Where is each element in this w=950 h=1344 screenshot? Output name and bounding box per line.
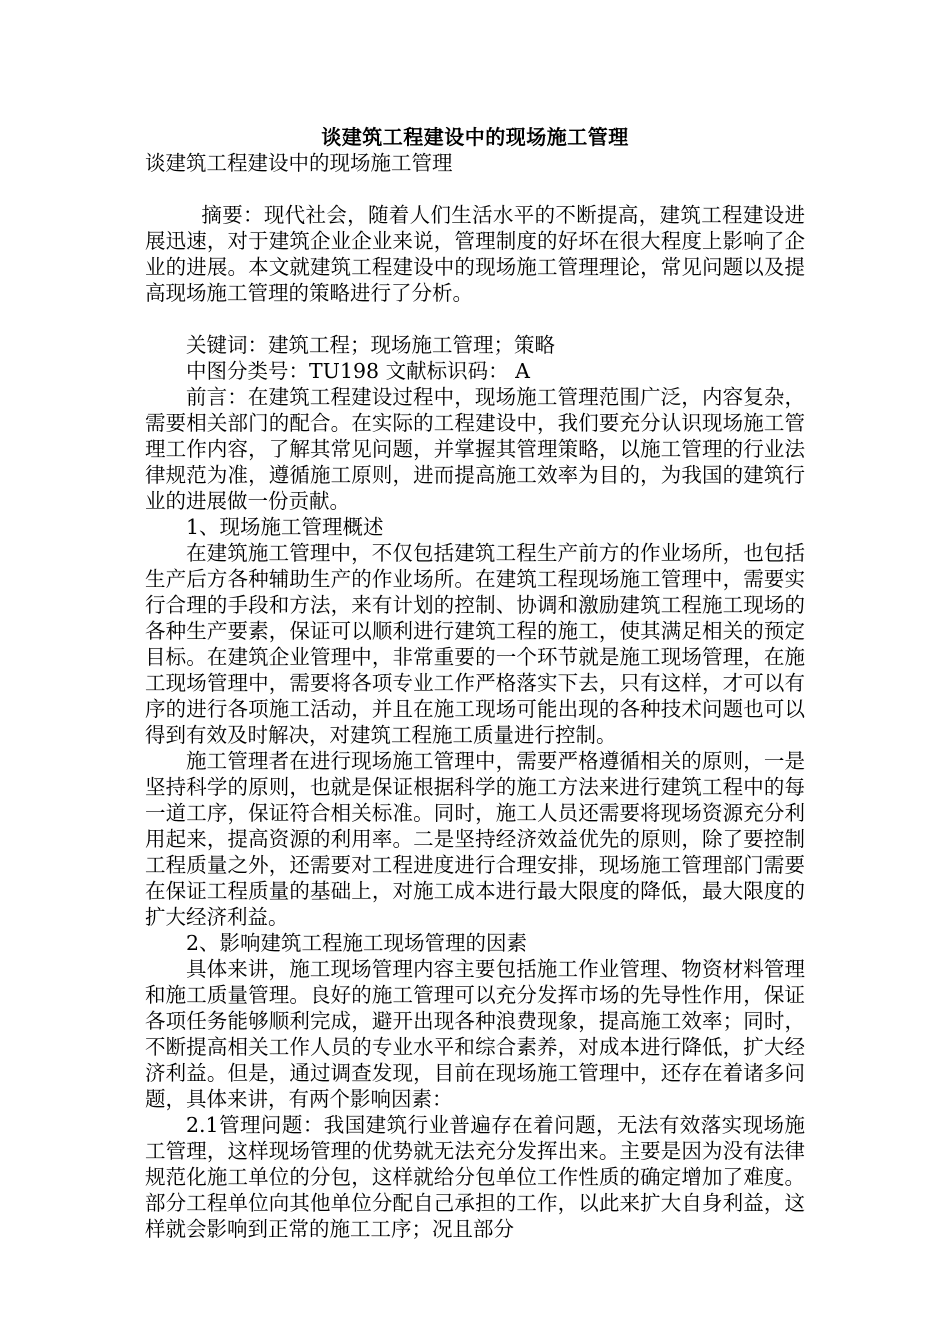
- document-body: [145, 150, 805, 1242]
- section1-paragraph-1: 在建筑施工管理中，不仅包括建筑工程生产前方的作业场所，也包括生产后方各种辅助生产的作业场所。在建筑工程现场施工管理中，需要实行合理的手段和方法，来有计划的控制、协调和激励建筑工程施工现场的各种生产要素，保证可以顺利进行建筑工程的施工，使其满足相关的预定目标。在建筑企业管理中，非常重要的一个环节就是施工现场管理，在施工现场管理中，需要将各项专业工作严格落实下去，只有这样，才可以有序的进行各项施工活动，并且在施工现场可能出现的各种技术问题也可以得到有效及时解决，对建筑工程施工质量进行控制。: [145, 541, 805, 747]
- section1-paragraph-2: 施工管理者在进行现场施工管理中，需要严格遵循相关的原则，一是坚持科学的原则，也就是保证根据科学的施工方法来进行建筑工程中的每一道工序，保证符合相关标准。同时，施工人员还需要将现场资源充分利用起来，提高资源的利用率。二是坚持经济效益优先的原则，除了要控制工程质量之外，还需要对工程进度进行合理安排，现场施工管理部门需要在保证工程质量的基础上，对施工成本进行最大限度的降低，最大限度的扩大经济利益。: [145, 749, 805, 929]
- abstract-paragraph: 摘要：现代社会，随着人们生活水平的不断提高，建筑工程建设进展迅速，对于建筑企业企业来说，管理制度的好坏在很大程度上影响了企业的进展。本文就建筑工程建设中的现场施工管理理论，常见问题以及提高现场施工管理的策略进行了分析。: [145, 203, 805, 305]
- preface-paragraph: 前言：在建筑工程建设过程中，现场施工管理范围广泛，内容复杂，需要相关部门的配合。在实际的工程建设中，我们要充分认识现场施工管理工作内容，了解其常见问题，并掌握其管理策略，以施工管理的行业法律规范为准，遵循施工原则，进而提高施工效率为目的，为我国的建筑行业的进展做一份贡献。: [145, 385, 805, 513]
- section-heading-2: 2、影响建筑工程施工现场管理的因素: [186, 931, 528, 955]
- classification-line: 中图分类号：TU198 文献标识码： A: [186, 359, 530, 383]
- section2-paragraph-1: 具体来讲，施工现场管理内容主要包括施工作业管理、物资材料管理和施工质量管理。良好的施工管理可以充分发挥市场的先导性作用，保证各项任务能够顺利完成，避开出现各种浪费现象，提高施工效率；同时，不断提高相关工作人员的专业水平和综合素养，对成本进行降低，扩大经济利益。但是，通过调查发现，目前在现场施工管理中，还存在着诸多问题，具体来讲，有两个影响因素：: [145, 957, 805, 1111]
- blank-line: [145, 306, 805, 332]
- keywords-line: 关键词：建筑工程；现场施工管理；策略: [186, 333, 555, 357]
- section2-1-paragraph: 2.1管理问题：我国建筑行业普遍存在着问题，无法有效落实现场施工管理，这样现场管理的优势就无法充分发挥出来。主要是因为没有法律规范化施工单位的分包，这样就给分包单位工作性质的确定增加了难度。部分工程单位向其他单位分配自己承担的工作，以此来扩大自身利益，这样就会影响到正常的施工工序；况且部分: [145, 1113, 805, 1241]
- document-title: 谈建筑工程建设中的现场施工管理: [321, 125, 629, 149]
- document-subtitle: 谈建筑工程建设中的现场施工管理: [145, 151, 453, 175]
- section-heading-1: 1、现场施工管理概述: [186, 515, 384, 539]
- blank-line: [145, 176, 805, 202]
